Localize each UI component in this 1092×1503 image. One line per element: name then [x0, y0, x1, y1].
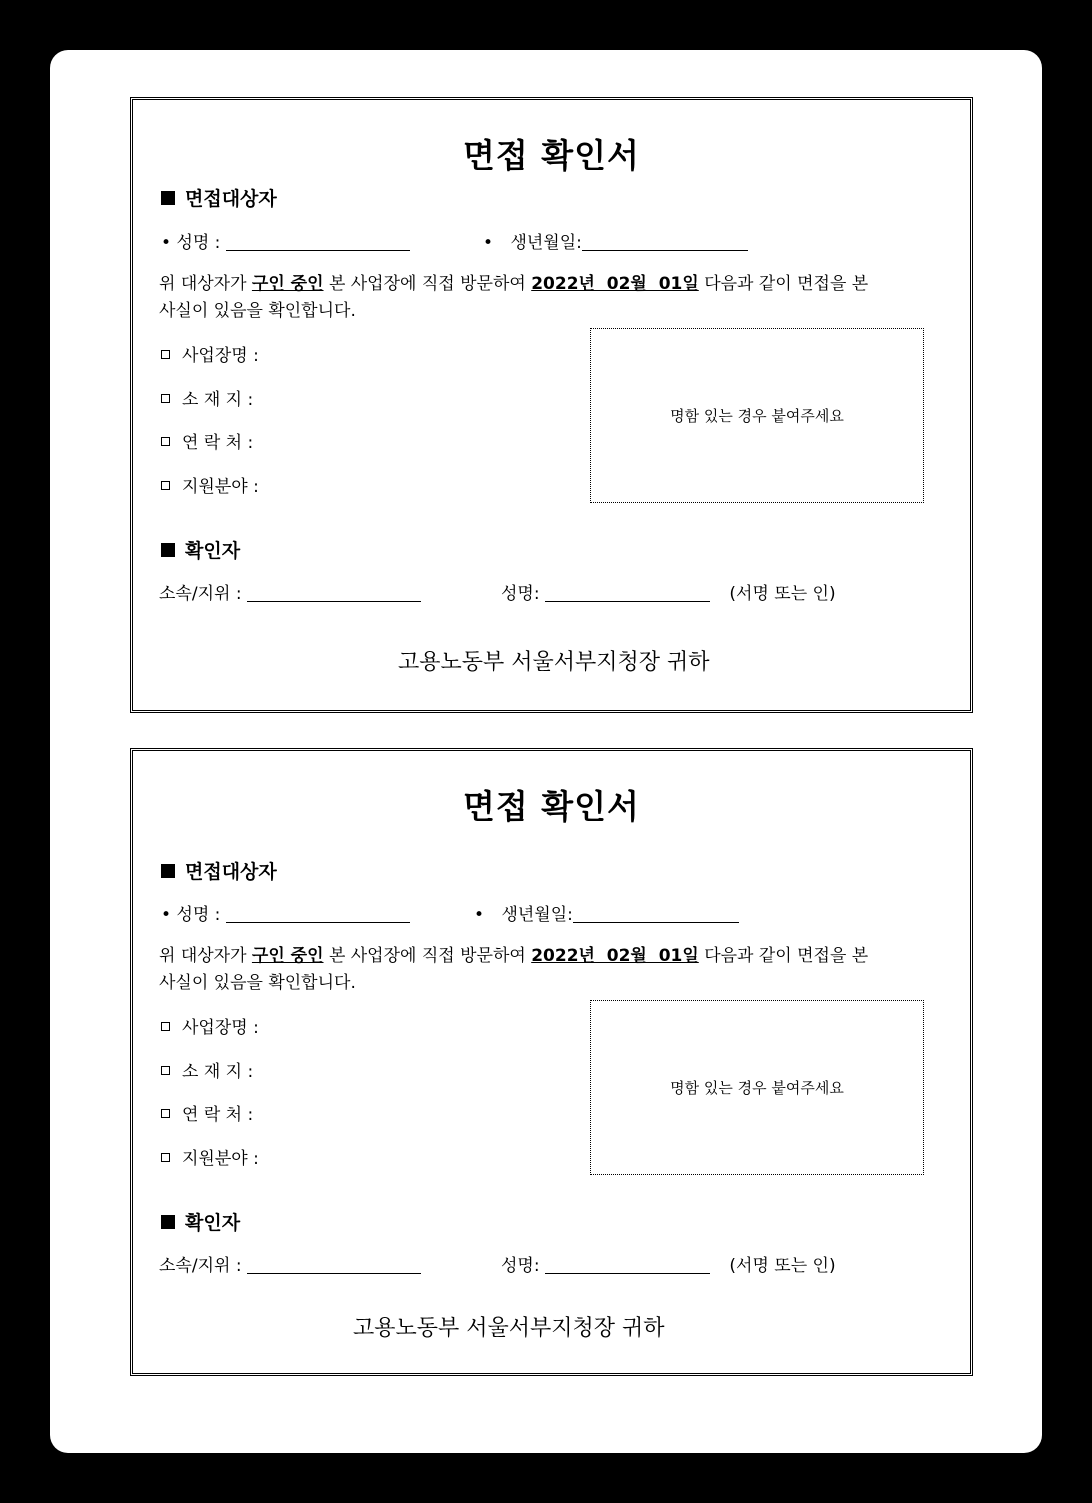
checkbox-square-icon: [161, 1153, 170, 1162]
confirm-section-heading: 확인자: [161, 536, 240, 563]
statement-line-2: 사실이 있음을 확인합니다.: [159, 973, 356, 993]
birth-row: [483, 228, 748, 253]
interview-form-2: [130, 748, 973, 1376]
document-page: [50, 50, 1042, 1453]
checkbox-square-icon: [161, 350, 170, 359]
signer-blank-line[interactable]: [545, 1272, 710, 1274]
checkbox-square-icon: [161, 1109, 170, 1118]
sign-note: (서명 또는 인): [729, 584, 836, 604]
field-application-area: 지원분야 :: [161, 472, 259, 497]
name-blank-line[interactable]: [226, 921, 410, 923]
bullet-icon: •: [161, 905, 172, 925]
subject-section-heading: 면접대상자: [161, 857, 277, 884]
checkbox-square-icon: [161, 1066, 170, 1075]
form-footer: 고용노동부 서울서부지청장 귀하: [353, 1316, 665, 1341]
form-title: 면접 확인서: [463, 136, 640, 175]
affiliation-label: 소속/지위 :: [159, 584, 242, 604]
birth-label: 생년월일:: [501, 905, 573, 925]
affiliation-row: [159, 1251, 421, 1276]
sign-note: (서명 또는 인): [729, 1256, 836, 1276]
field-business-name: 사업장명 :: [161, 341, 259, 366]
job-highlight: 구인 중인: [251, 274, 324, 294]
form-title: 면접 확인서: [463, 787, 640, 826]
name-row: [161, 900, 410, 925]
job-highlight: 구인 중인: [251, 946, 324, 966]
name-row: [161, 228, 410, 253]
checkbox-square-icon: [161, 437, 170, 446]
signer-label: 성명:: [501, 1256, 540, 1276]
field-application-area: 지원분야 :: [161, 1144, 259, 1169]
field-contact: 연 락 처 :: [161, 428, 253, 453]
bullet-icon: •: [474, 905, 485, 925]
business-card-box[interactable]: [590, 328, 924, 503]
business-card-note: 명함 있는 경우 붙여주세요: [670, 407, 844, 425]
statement-line-1: 위 대상자가 구인 중인 본 사업장에 직접 방문하여 2022년 02월 01일 다음과 같이 면접을 본: [159, 946, 869, 966]
square-bullet-icon: [161, 543, 175, 557]
affiliation-row: [159, 579, 421, 604]
signer-row: [501, 579, 836, 604]
confirm-section-heading: 확인자: [161, 1208, 240, 1235]
field-location: 소 재 지 :: [161, 1057, 253, 1082]
birth-row: [474, 900, 739, 925]
square-bullet-icon: [161, 864, 175, 878]
bullet-icon: •: [161, 233, 172, 253]
signer-label: 성명:: [501, 584, 540, 604]
birth-blank-line[interactable]: [573, 921, 739, 923]
name-label: 성명 :: [176, 233, 221, 253]
statement-line-2: 사실이 있음을 확인합니다.: [159, 301, 356, 321]
birth-blank-line[interactable]: [582, 249, 748, 251]
checkbox-square-icon: [161, 481, 170, 490]
field-contact: 연 락 처 :: [161, 1100, 253, 1125]
square-bullet-icon: [161, 191, 175, 205]
business-card-box[interactable]: [590, 1000, 924, 1175]
field-location: 소 재 지 :: [161, 385, 253, 410]
checkbox-square-icon: [161, 394, 170, 403]
affiliation-label: 소속/지위 :: [159, 1256, 242, 1276]
signer-row: [501, 1251, 836, 1276]
interview-form-1: [130, 97, 973, 713]
birth-label: 생년월일:: [510, 233, 582, 253]
name-label: 성명 :: [176, 905, 221, 925]
statement-line-1: 위 대상자가 구인 중인 본 사업장에 직접 방문하여 2022년 02월 01일 다음과 같이 면접을 본: [159, 274, 869, 294]
name-blank-line[interactable]: [226, 249, 410, 251]
affiliation-blank-line[interactable]: [247, 1272, 421, 1274]
subject-section-heading: 면접대상자: [161, 184, 277, 211]
field-business-name: 사업장명 :: [161, 1013, 259, 1038]
business-card-note: 명함 있는 경우 붙여주세요: [670, 1079, 844, 1097]
date-highlight: 2022년 02월 01일: [531, 946, 699, 966]
form-footer: 고용노동부 서울서부지청장 귀하: [398, 650, 710, 675]
signer-blank-line[interactable]: [545, 600, 710, 602]
square-bullet-icon: [161, 1215, 175, 1229]
bullet-icon: •: [483, 233, 494, 253]
date-highlight: 2022년 02월 01일: [531, 274, 699, 294]
checkbox-square-icon: [161, 1022, 170, 1031]
affiliation-blank-line[interactable]: [247, 600, 421, 602]
